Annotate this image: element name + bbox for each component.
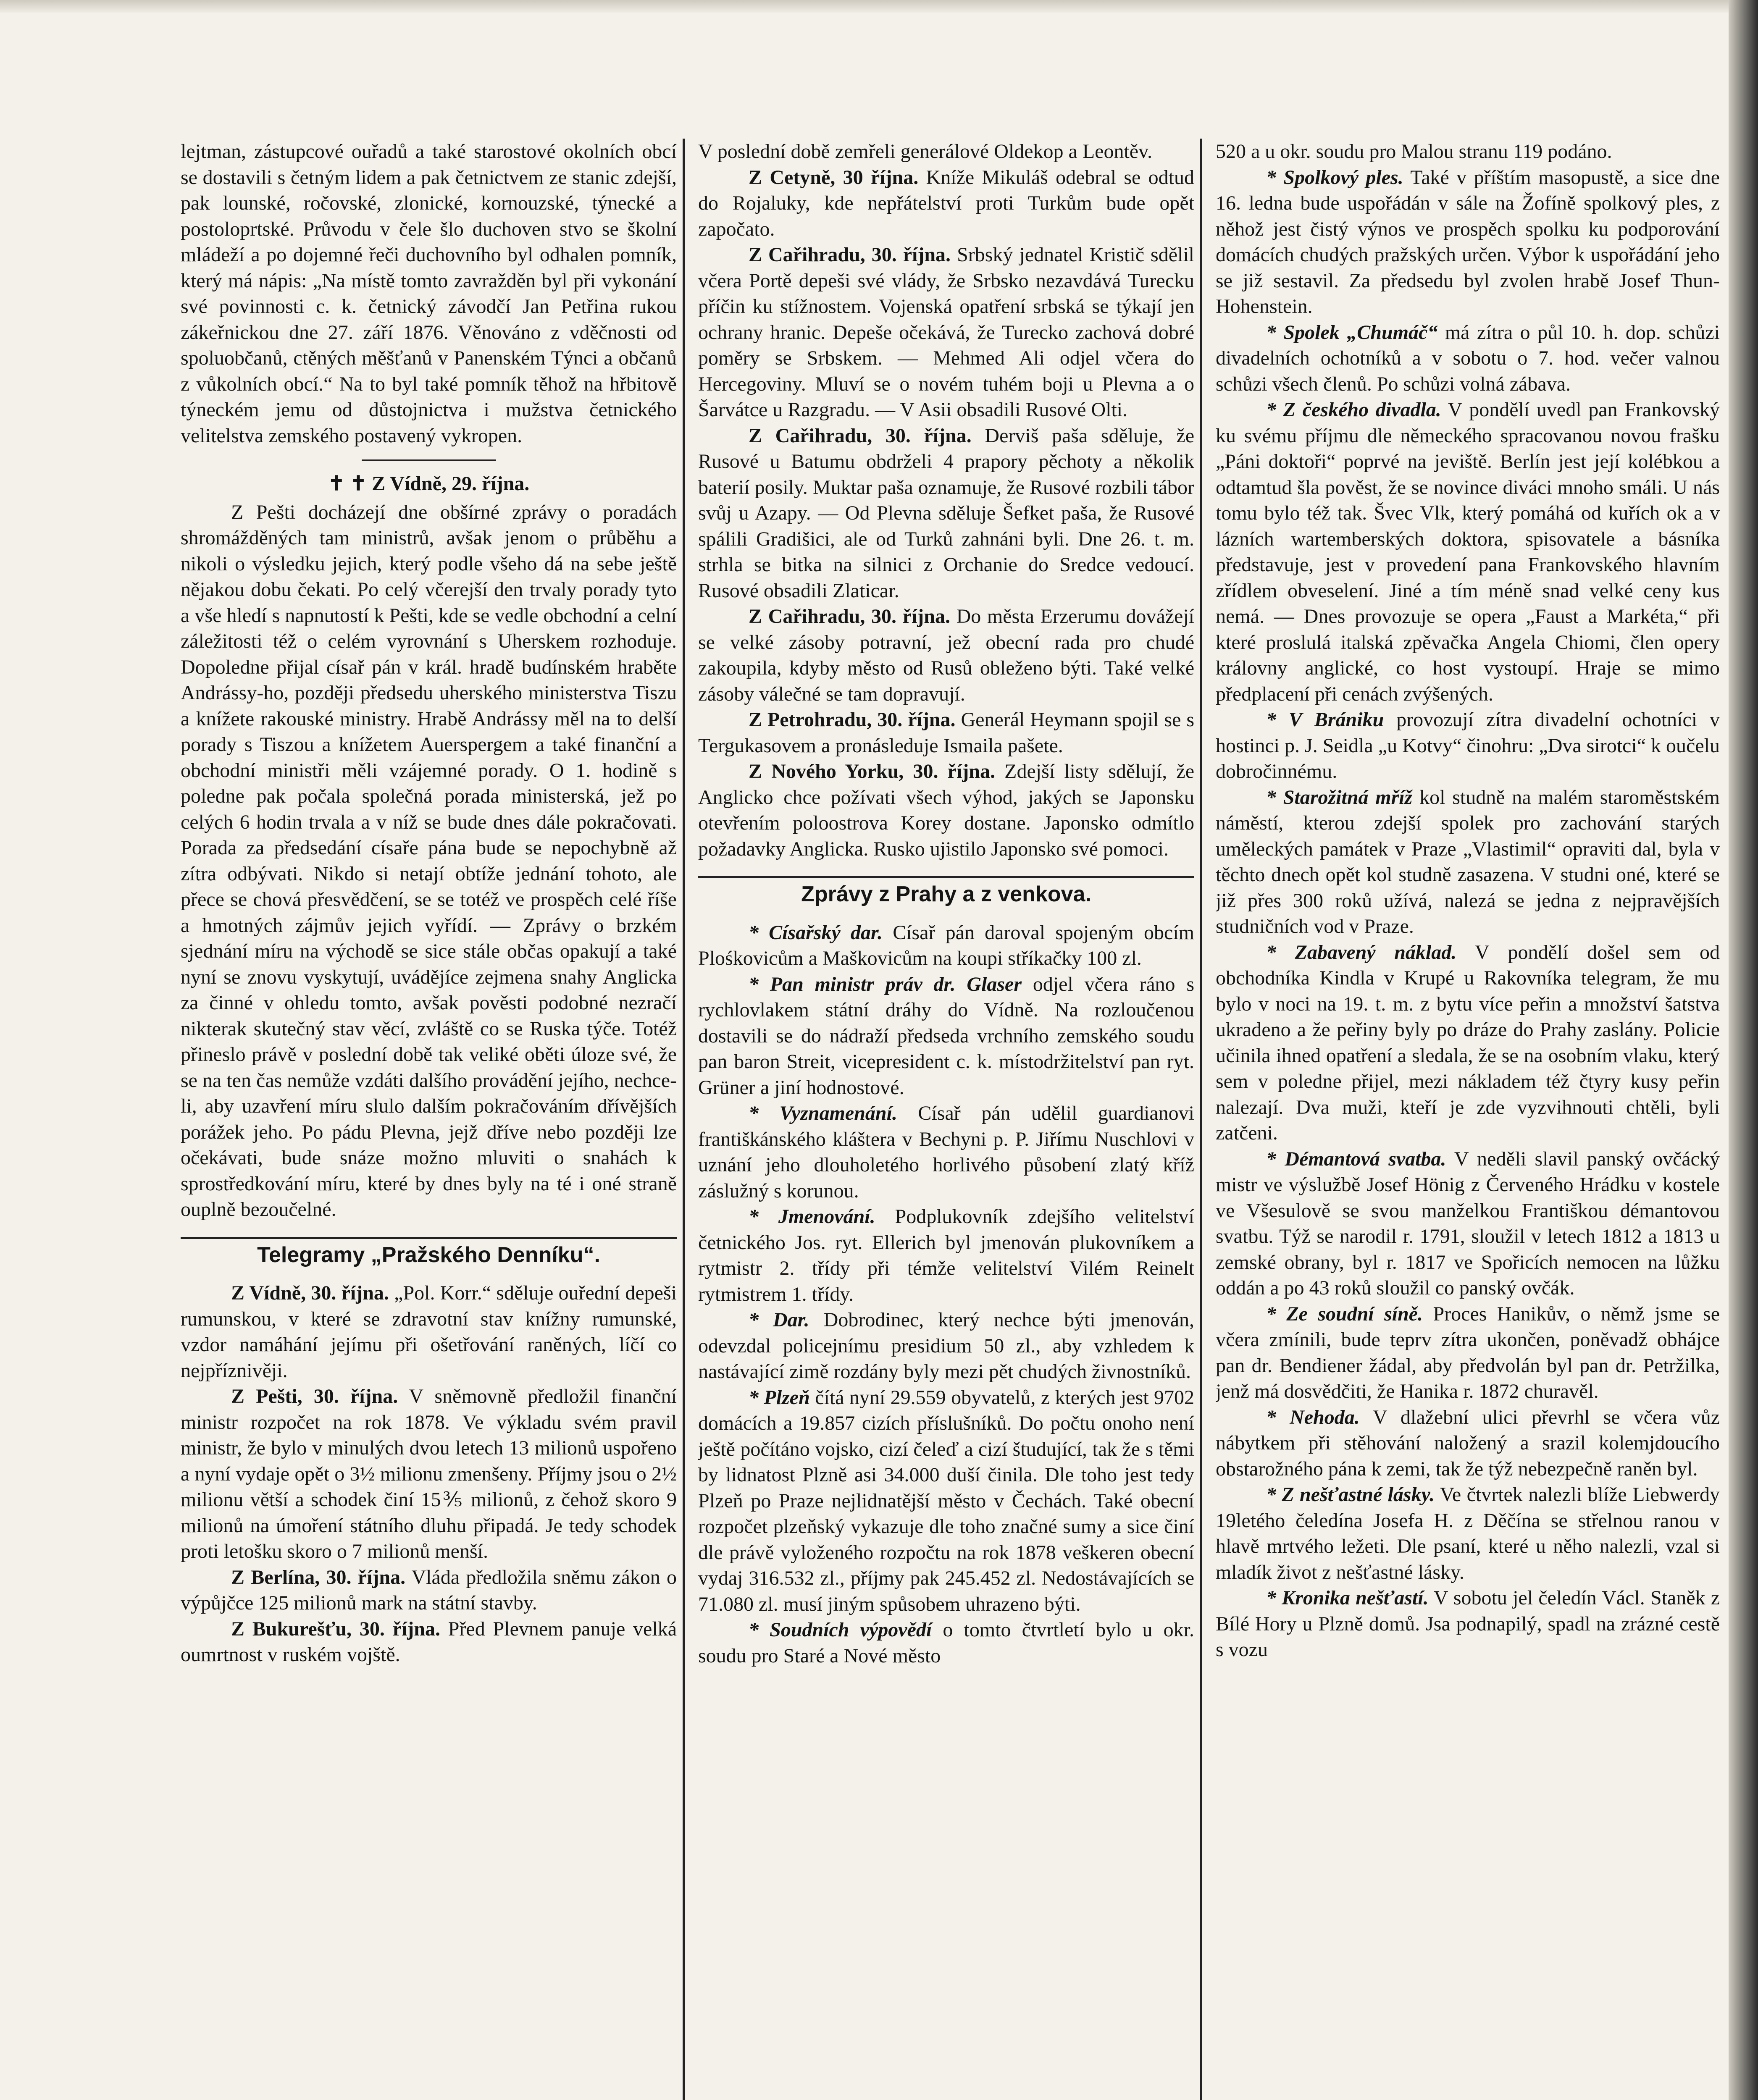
paragraph-body: o tomto čtvrtletí bylo u okr. soudu pro Staré a Nové město <box>698 1619 1194 1667</box>
article-paragraph <box>698 920 1194 971</box>
paragraph-dateline: Z Berlína, 30. října. <box>231 1566 406 1588</box>
news-item-heading: * Kronika nešťastí. <box>1266 1587 1429 1609</box>
news-item-heading: * Z nešťastné lásky. <box>1266 1483 1435 1506</box>
article-paragraph <box>698 1385 1194 1617</box>
paragraph-body: Ve čtvrtek nalezli blíže Liebwerdy 19letého čeledína Josefa H. z Děčína se střelnou ranou v hlavě mrtvého ležeti. Dle psaní, které u něho nalezli, vzal si mladík život z nešťastné lásky. <box>1216 1483 1720 1583</box>
paragraph-body: V pondělí došel sem od obchodníka Kindla v Krupé u Rakovníka telegram, že mu bylo v noci na 19. t. m. z bytu více peřin a množství šatstva ukradeno a že peřiny byly po dráze do Prahy zaslány. Policie učinila ihned opatření a sledala, že se na osobním vlaku, který sem v poledne přijel, mezi nákladem též čtyry kusy peřin nalezají. Dva muži, kteří je zde vyzvihnouti chtěli, byli zatčeni. <box>1216 941 1720 1144</box>
paragraph-body: Zdejší listy sdělují, že Anglicko chce požívati všech výhod, jakých se Japonsku otevřením poloostrova Korey dostane. Japonsko odmítlo požadavky Anglicka. Rusko ujistilo Japonsko své pomoci. <box>698 760 1194 860</box>
article-paragraph <box>1216 1404 1720 1482</box>
page-right-edge <box>1729 0 1758 2100</box>
paragraph-body: V dlažební ulici převrhl se včera vůz nábytkem při stěhování naložený a srazil kolemjdoucího obstarožného pána k zemi, tak že týž nebezpečně raněn byl. <box>1216 1406 1720 1480</box>
article-paragraph <box>698 242 1194 423</box>
section-heading-block <box>181 1237 677 1269</box>
news-item-heading: * Soudních výpovědí <box>749 1619 932 1641</box>
paragraph-body: Kníže Mikuláš odebral se odtud do Rojaluky, kde nepřátelství proti Turkům bude opět započato. <box>698 166 1194 240</box>
paragraph-body: lejtman, zástupcové ouřadů a také starostové okolních obcí se dostavili s četným lidem a pak četnictvem ze stanic zdejší, pak lounské, ročovské, zlonické, kornouzské, týnecké a postoloprtské. Průvodu v čele šlo duchoven stvo se školní mládeží a po dojemné řeči duchovního byl odhalen pomník, který má nápis: „Na místě tomto zavražděn byl při vykonání své povinnosti c. k. četnický závodčí Jan Petřina rukou zákeřnickou dne 27. září 1876. Věnováno z vděčnosti od spoluobčanů, ctěných měšťanů v Panenském Týnci a občanů z vůkolních obcí.“ Na to byl také pomník těhož na hřbitově týneckém jemu od důstojnictva i mužstva četnického velitelstva zemského postavený vykropen. <box>181 140 677 447</box>
article-paragraph <box>1216 1482 1720 1585</box>
column-3 <box>1216 139 1720 2100</box>
article-paragraph <box>698 1617 1194 1669</box>
article-paragraph <box>698 707 1194 759</box>
paragraph-body: Dobrodinec, který nechce býti jmenován, odevzdal policejnímu presidium 50 zl., aby vzhledem k nastávající zimě rozdány byly mezi pět chudých živnostníků. <box>698 1309 1194 1383</box>
paragraph-body: Také v příštím masopustě, a sice dne 16. ledna bude uspořádán v sále na Žofíně spolkový ples, z něhož jest čistý výnos ve prospěch spolku ku podporování domácích chudých pražských určen. Výbor k uspořádání jeho se již sestavil. Za předsedu byl zvolen hrabě Josef Thun-Hohenstein. <box>1216 166 1720 318</box>
paragraph-dateline: Z Pešti, 30. října. <box>231 1385 398 1407</box>
paragraph-body: Před Plevnem panuje velká oumrtnost v ruském vojště. <box>181 1617 677 1666</box>
dateline-heading: ✝ ✝ Z Vídně, 29. října. <box>328 472 530 495</box>
article-paragraph <box>181 139 677 449</box>
article-paragraph <box>1216 165 1720 320</box>
news-item-heading: * Plzeň <box>749 1386 810 1409</box>
news-item-heading: * Nehoda. <box>1266 1406 1360 1428</box>
paragraph-body: Císař pán udělil guardianovi františkánského kláštera v Bechyni p. P. Jiřímu Nuschlovi v uznání jeho dlouholetého horlivého působení zlatý kříž záslužný s korunou. <box>698 1102 1195 1202</box>
paragraph-dateline: Z Cetyně, 30 října. <box>749 166 919 189</box>
news-item-heading: * Vyznamenání. <box>749 1102 897 1124</box>
article-paragraph <box>698 1204 1194 1307</box>
news-item-heading: * Dar. <box>749 1309 809 1331</box>
paragraph-body: Derviš paša sděluje, že Rusové u Batumu obdrželi 4 prapory pěchoty a několik baterií posily. Muktar paša oznamuje, že Rusové rozbili tábor svůj u Azapy. — Od Plevna sděluje Šefket paša, že Rusové spálili Gradišici, ale od Turků zahnáni byli. Dne 26. t. m. strhla se bitka na silnici z Orchanie do Sredce vedoucí. Rusové obsadili Zlaticar. <box>698 424 1195 602</box>
section-heading-block <box>698 876 1194 908</box>
news-item-heading: * V Brániku <box>1266 709 1384 731</box>
article-paragraph <box>1216 320 1720 397</box>
news-item-heading: * Spolek „Chumáč“ <box>1266 321 1438 344</box>
article-paragraph <box>1216 785 1720 940</box>
paragraph-body: kol studně na malém staroměstském náměstí, kterou zdejší spolek pro zachování starých uměleckých památek v Praze „Vlastimil“ opraviti dal, byla v těchto dnech opět kol studně zasazena. V studni oné, které se již přes 300 roků užívá, nalezá se jedna z nejpravějších studničních vod v Praze. <box>1216 786 1720 937</box>
article-paragraph <box>698 971 1194 1101</box>
paragraph-dateline: Z Cařihradu, 30. října. <box>749 605 950 627</box>
article-paragraph <box>1216 707 1720 785</box>
article-columns <box>181 139 1720 2100</box>
paragraph-dateline: Z Bukurešťu, 30. října. <box>231 1617 440 1640</box>
article-paragraph <box>181 1616 677 1668</box>
paragraph-dateline: Z Nového Yorku, 30. října. <box>749 760 995 782</box>
article-paragraph <box>698 1100 1194 1204</box>
article-paragraph <box>698 604 1194 707</box>
news-item-heading: * Démantová svatba. <box>1266 1147 1446 1170</box>
article-paragraph <box>181 1280 677 1383</box>
paragraph-body: Podplukovník zdejšího velitelství četnického Jos. ryt. Ellerich byl jmenován plukovníkem a rytmistr 2. třídy při témže velitelství Vilém Reinelt rytmistrem 1. třídy. <box>698 1205 1194 1305</box>
paragraph-body: odjel včera ráno s rychlovlakem státní dráhy do Vídně. Na rozloučenou dostavili se do nádraží předseda vrchního zemského soudu pan baron Streit, vicepresident c. k. místodržitelství pan ryt. Grüner a jiní hodnostové. <box>698 973 1195 1099</box>
paragraph-body: 520 a u okr. soudu pro Malou stranu 119 podáno. <box>1216 140 1612 163</box>
paragraph-body: V sobotu jel čeledín Václ. Staněk z Bílé Hory u Plzně domů. Jsa podnapilý, spadl na zrázné cestě s vozu <box>1216 1587 1720 1661</box>
article-paragraph <box>181 1564 677 1616</box>
article-paragraph <box>1216 1585 1720 1663</box>
column-2 <box>698 139 1202 2100</box>
column-divider-rule <box>362 459 496 461</box>
paragraph-body: Císař pán daroval spojeným obcím Plośkovicům a Maškovicům na koupi stříkačky 100 zl. <box>698 921 1195 969</box>
news-item-heading: * Pan ministr práv dr. Glaser <box>749 973 1022 995</box>
paragraph-body: V pondělí uvedl pan Frankovský ku svému příjmu dle německého spracovanou novou frašku „Páni doktoři“ poprvé na jeviště. Berlín jest její kolébkou a odtamtud šla pověst, že se novince diváci mnoho smáli. U nás tomu bylo též tak. Švec Vlk, který pomáhá od kuřích ok a v lázních wartemberských doktora, spisovatele a básníka představuje, jest v provedení pana Frankovského hlavním zřídlem obveselení. Jiné a tím méně snad velké ceny kus nemá. — Dnes provozuje se opera „Faust a Markéta,“ při které proslulá italská zpěvačka Angela Chiomi, člen opery královny anglické, co host vystoupí. Hraje se mimo předplacení při cenách zvýšených. <box>1216 399 1720 705</box>
paragraph-body: Proces Hanikův, o němž jsme se včera zmínili, bude teprv zítra ukončen, poněvadž obhájce pan dr. Bendiener žádal, aby předvolán byl pan dr. Petržilka, jenž má dosvědčiti, že Hanika r. 1872 churavěl. <box>1216 1302 1720 1402</box>
paragraph-body: V sněmovně předložil finanční ministr rozpočet na rok 1878. Ve výkladu svém pravil ministr, že bylo v minulých dvou letech 13 milionů uspořeno a nyní vydaje opět o 3½ milionu zmenšeny. Příjmy jsou o 2½ milionu větší a schodek činí 15⅗ milionů, z čehož skoro 9 milionů na úmoření státního dluhu připadá. Je tedy schodek proti letošku skoro o 7 milionů menší. <box>181 1385 677 1562</box>
paragraph-body: Generál Heymann spojil se s Tergukasovem a pronásleduje Ismaila pašete. <box>698 709 1195 757</box>
article-paragraph <box>1216 1301 1720 1404</box>
paragraph-dateline: Z Petrohradu, 30. října. <box>749 709 956 731</box>
paragraph-body: Z Pešti docházejí dne obšírné zprávy o poradách shromážděných tam ministrů, avšak jenom o průběhu a nikoli o výsledku jejich, který podle všeho dá na sebe ještě nějakou dobu čekati. Po celý včerejší den trvaly porady tyto a vše hledí s napnutostí k Pešti, kde se vedle obchodní a celní záležitosti též o celém vyrovnání s Uherskem rozhoduje. Dopoledne přijal císař pán v král. hradě budínském hraběte Andrássy-ho, později předsedu uherského ministerstva Tiszu a knížete rakouské ministry. Hrabě Andrássy měl na to delší porady s Tiszou a knížetem Auerspergem a také finanční a obchodní ministři měli vzájemné porady. O 1. hodině s poledne pak počala společná porada ministerská, jež po celých 6 hodin trvala a v níž se bude dnes dále pokračovati. Porada za předsedání císaře pána bude se nepochybně až zítra odbývati. Nikdo si netají obtíže jednání tohoto, ale přece se chová přesvědčení, se se totéž ve prospěch celé říše a hmotných zájmův jejich vyřídí. — Zprávy o brzkém sjednání míru na východě se sice stále občas opakují a také nyní se znovu vyskytují, uvádějíce zejmena snahy Anglicka za činné v ohledu tomto, avšak pověsti podobné nezračí nikterak skutečný stav věcí, zvláště co se Ruska týče. Totéž přineslo právě v poslední době tak veliké oběti úloze své, že se na ten čas nemůže vzdáti dalšího provádění jejího, nechce-li, aby uzavření míru slulo dalším pokračováním dřívějších porážek jeho. Po pádu Plevna, jejž dříve nebo později lze očekávati, bude snáze možno mluviti o snahách k sprostředkování míru, které by dnes byly na té i oné straně ouplně bezoučelné. <box>181 501 677 1221</box>
article-paragraph <box>1216 940 1720 1146</box>
section-rule <box>698 876 1194 878</box>
article-paragraph <box>698 1307 1194 1385</box>
news-item-heading: * Císařský dar. <box>749 921 883 944</box>
article-paragraph <box>181 1383 677 1564</box>
article-paragraph <box>1216 1146 1720 1301</box>
column-1 <box>181 139 685 2100</box>
paragraph-body: „Pol. Korr.“ sděluje ouřední depeši rumunskou, v které se zdravotní stav knížny rumunské, vzdor namáhání jejímu při ošetřování raněných, líčí co nejpříznivěji. <box>181 1282 677 1382</box>
news-item-heading: * Spolkový ples. <box>1266 166 1403 189</box>
article-paragraph <box>1216 397 1720 707</box>
news-item-heading: * Z českého divadla. <box>1266 399 1441 421</box>
news-item-heading: * Zabavený náklad. <box>1266 941 1457 963</box>
paragraph-body: Srbský jednatel Kristič sdělil včera Portě depeši své vlády, že Srbsko nezavdává Turecku příčin ku stížnostem. Vojenská opatření srbská se týkají jen ochrany hranic. Depeše očekává, že Turecko zachová dobré poměry se Srbskem. — Mehmed Ali odjel včera do Hercegoviny. Mluví se o novém tuhém boji u Plevna a o Šarvátce u Razgradu. — V Asii obsadili Rusové Olti. <box>698 244 1195 421</box>
news-item-heading: * Ze soudní síně. <box>1266 1302 1423 1325</box>
news-item-heading: * Starožitná mříž <box>1266 786 1413 808</box>
article-paragraph <box>698 165 1194 242</box>
news-item-heading: * Jmenování. <box>749 1205 875 1228</box>
paragraph-body: Do města Erzerumu dovážejí se velké zásoby potravní, jež obecní rada pro chudé zakoupila, kdyby město od Rusů obleženo býti. Také velké zásoby válečné se tam dopravují. <box>698 605 1194 705</box>
paragraph-dateline: Z Cařihradu, 30. října. <box>749 424 972 447</box>
article-paragraph <box>181 499 677 1223</box>
paragraph-body: V neděli slavil panský ovčácký mistr ve výslužbě Josef Hönig z Červeného Hrádku v kostele ve Všesulově se svou manželkou Františkou démantovou svatbu. Týž se narodil r. 1791, sloužil v letech 1812 a 1813 u zemské obrany, byl r. 1817 ve Spořicích nemocen na lůžku oddán a po 43 roků sloužil co panský ovčák. <box>1216 1147 1720 1299</box>
article-paragraph <box>698 139 1194 165</box>
paragraph-dateline: Z Vídně, 30. října. <box>231 1282 389 1304</box>
paragraph-body: provozují zítra divadelní ochotníci v hostinci p. J. Seidla „u Kotvy“ činohru: „Dva sirotci“ k oučelu dobročinnému. <box>1216 709 1720 782</box>
article-paragraph <box>698 423 1194 604</box>
page-top-edge <box>0 0 1758 13</box>
paragraph-body: V poslední době zemřeli generálové Oldekop a Leontěv. <box>698 140 1152 163</box>
paragraph-body: má zítra o půl 10. h. dop. schůzi divadelních ochotníků a v sobotu o 7. hod. večer valnou schůzi všech členů. Po schůzi volná zábava. <box>1216 321 1720 395</box>
section-title: Telegramy „Pražského Denníku“. <box>257 1242 600 1267</box>
section-title: Zprávy z Prahy a z venkova. <box>801 882 1091 906</box>
paragraph-body: Vláda předložila sněmu zákon o výpůjčce 125 milionů mark na státní stavby. <box>181 1566 677 1614</box>
article-paragraph <box>1216 139 1720 165</box>
paragraph-body: čítá nyní 29.559 obyvatelů, z kterých jest 9702 domácích a 19.857 cizích příslušníků. Do počtu onoho není ještě počítáno vojsko, cizí čeleď a cizí študující, tak že s těmi by lidnatost Plzně asi 34.000 duší činila. Dle toho jest tedy Plzeň po Praze nejlidnatější město v Čechách. Také obecní rozpočet plzeňský vykazuje dle toho značné sumy a sice činí dle právě vyloženého rozpočtu na rok 1878 veškeren obecní vydaj 316.532 zl., příjmy pak 245.452 zl. Nedostávajících se 71.080 zl. musí jiným spůsobem uhrazeno býti. <box>698 1386 1194 1615</box>
article-paragraph <box>698 759 1194 862</box>
paragraph-dateline: Z Cařihradu, 30. října. <box>749 244 951 266</box>
section-rule <box>181 1237 677 1239</box>
